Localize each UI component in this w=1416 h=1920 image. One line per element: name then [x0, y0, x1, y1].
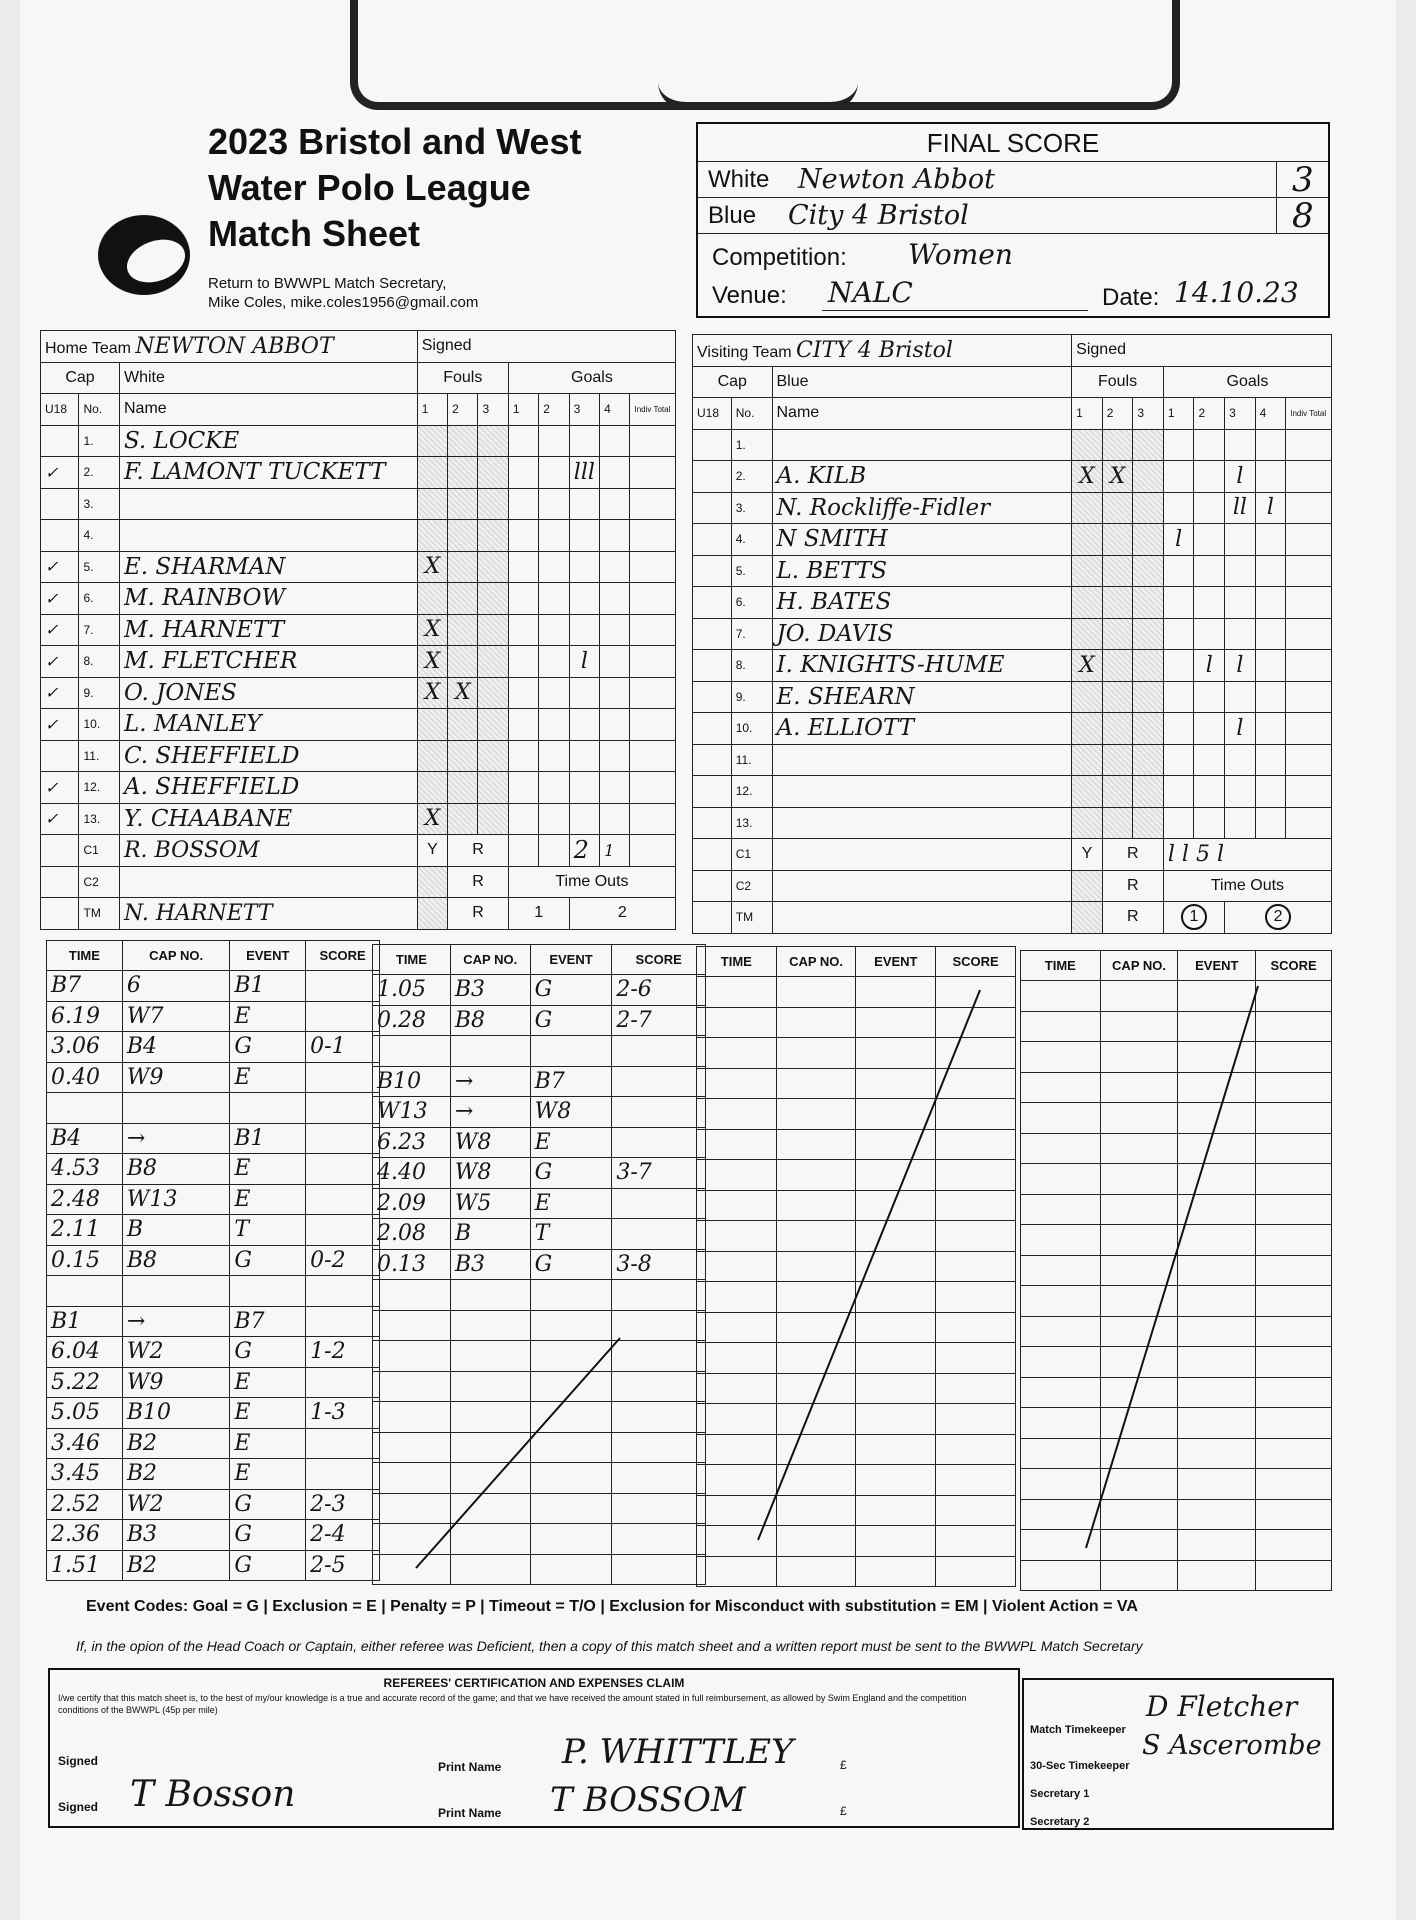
visiting-c1-y: Y: [1072, 839, 1103, 871]
log-event-cell: E: [230, 1154, 306, 1185]
log-event-cell: G: [230, 1520, 306, 1551]
log-time-cell: 2.09: [373, 1188, 451, 1219]
log-event-cell: G: [230, 1489, 306, 1520]
home-goal-cell: l: [569, 646, 599, 678]
log1-time-header: TIME: [47, 941, 123, 971]
home-foul-cell: X: [417, 803, 447, 835]
log-cap-cell: B10: [122, 1398, 230, 1429]
log-cap-cell: W9: [122, 1062, 230, 1093]
log4-time-header: TIME: [1021, 951, 1101, 981]
log-cap-cell: W8: [450, 1158, 530, 1189]
log-time-cell: 2.48: [47, 1184, 123, 1215]
visiting-name-cell: N. Rockliffe-Fidler: [772, 492, 1072, 524]
log-cap-cell: B: [450, 1219, 530, 1250]
home-c1-y: Y: [417, 835, 447, 867]
visiting-c2-label: C2: [731, 870, 772, 902]
blue-label: Blue: [708, 202, 757, 229]
log-cap-cell: B2: [122, 1459, 230, 1490]
home-no-cell: 9.: [79, 677, 120, 709]
home-u18-cell: ✓: [41, 803, 79, 835]
ref2-print-name: T BOSSOM: [550, 1780, 746, 1820]
referee-certification-box: [48, 1668, 1020, 1828]
log-time-cell: 5.05: [47, 1398, 123, 1429]
home-fouls-label: Fouls: [417, 362, 508, 394]
event-codes: Event Codes: Goal = G | Exclusion = E | Penalty = P | Timeout = T/O | Exclusion for Misconduct with substitution = EM | Violent Action = VA: [86, 1598, 1138, 1615]
visiting-no-label: No.: [731, 398, 772, 430]
log-time-cell: 2.52: [47, 1489, 123, 1520]
visiting-cap-label: Cap: [693, 366, 773, 398]
venue-value: NALC: [828, 276, 913, 309]
title-line-1: 2023 Bristol and West: [208, 121, 582, 162]
log-cap-cell: →: [122, 1306, 230, 1337]
home-team-label: Home Team: [45, 339, 131, 357]
log-cap-cell: W13: [122, 1184, 230, 1215]
log-event-cell: T: [230, 1215, 306, 1246]
log-event-cell: E: [230, 1459, 306, 1490]
home-u18-cell: ✓: [41, 646, 79, 678]
blue-score-value: 8: [1292, 196, 1314, 236]
log-event-cell: G: [530, 1005, 612, 1036]
pound-1: £: [840, 1758, 847, 1772]
visiting-name-cell: JO. DAVIS: [772, 618, 1072, 650]
home-name-cell: O. JONES: [119, 677, 417, 709]
match-sheet-paper: [20, 0, 1396, 1920]
visiting-no-cell: 6.: [731, 587, 772, 619]
return-line-2: Mike Coles, mike.coles1956@gmail.com: [208, 294, 479, 311]
log-score-cell: 1-2: [306, 1337, 380, 1368]
visiting-no-cell: 1.: [731, 429, 772, 461]
log2-cap-header: CAP NO.: [450, 945, 530, 975]
log-time-cell: 4.40: [373, 1158, 451, 1189]
log-event-cell: B1: [230, 1123, 306, 1154]
log2-time-header: TIME: [373, 945, 451, 975]
log4-cap-header: CAP NO.: [1100, 951, 1178, 981]
home-no-cell: 3.: [79, 488, 120, 520]
visiting-signed-label: Signed: [1072, 335, 1332, 367]
visiting-fouls-label: Fouls: [1072, 366, 1164, 398]
log-time-cell: 0.15: [47, 1245, 123, 1276]
visiting-goal-cell: ll: [1225, 492, 1256, 524]
log-time-cell: 3.45: [47, 1459, 123, 1490]
home-no-cell: 2.: [79, 457, 120, 489]
log-event-cell: B1: [230, 971, 306, 1002]
log-cap-cell: →: [450, 1097, 530, 1128]
home-no-cell: 12.: [79, 772, 120, 804]
final-score-heading: FINAL SCORE: [698, 124, 1328, 162]
log2-event-header: EVENT: [530, 945, 612, 975]
log-event-cell: E: [530, 1127, 612, 1158]
visiting-u18-label: U18: [693, 398, 732, 430]
blue-team-value: City 4 Bristol: [788, 200, 969, 231]
log-time-cell: 5.22: [47, 1367, 123, 1398]
home-no-cell: 7.: [79, 614, 120, 646]
home-no-cell: 4.: [79, 520, 120, 552]
visiting-goal-cell: l: [1225, 461, 1256, 493]
log-event-cell: W8: [530, 1097, 612, 1128]
date-value: 14.10.23: [1174, 276, 1299, 309]
home-tm-name: N. HARNETT: [119, 898, 417, 930]
visiting-timeout-2: 2: [1265, 904, 1291, 930]
home-c2-r: R: [448, 866, 509, 898]
visiting-name-cell: L. BETTS: [772, 555, 1072, 587]
visiting-tm-r: R: [1102, 902, 1163, 934]
log1-score-header: SCORE: [306, 941, 380, 971]
log-time-cell: B1: [47, 1306, 123, 1337]
home-tm-r: R: [448, 898, 509, 930]
log-cap-cell: W8: [450, 1127, 530, 1158]
print-label-1: Print Name: [438, 1760, 502, 1774]
timekeepers-box: [1022, 1678, 1334, 1830]
white-team-value: Newton Abbot: [798, 164, 995, 195]
log-cap-cell: →: [450, 1066, 530, 1097]
log1-cap-header: CAP NO.: [122, 941, 230, 971]
visiting-name-cell: H. BATES: [772, 587, 1072, 619]
home-timeout-2: 2: [569, 898, 675, 930]
timekeeper-value: D Fletcher: [1146, 1690, 1298, 1723]
visiting-team-label: Visiting Team: [697, 343, 792, 361]
home-tm-label: TM: [79, 898, 120, 930]
home-name-cell: F. LAMONT TUCKETT: [119, 457, 417, 489]
log-cap-cell: B3: [122, 1520, 230, 1551]
visiting-no-cell: 10.: [731, 713, 772, 745]
log-score-cell: 2-5: [306, 1550, 380, 1581]
log-cap-cell: W2: [122, 1489, 230, 1520]
log-event-cell: E: [230, 1398, 306, 1429]
log-event-cell: G: [230, 1245, 306, 1276]
log-cap-cell: B4: [122, 1032, 230, 1063]
log-time-cell: 2.08: [373, 1219, 451, 1250]
log3-event-header: EVENT: [856, 947, 936, 977]
log-time-cell: 0.28: [373, 1005, 451, 1036]
log3-time-header: TIME: [697, 947, 777, 977]
white-score-value: 3: [1292, 160, 1314, 200]
home-no-cell: 1.: [79, 425, 120, 457]
visiting-name-cell: N SMITH: [772, 524, 1072, 556]
visiting-roster-table: Visiting Team CITY 4 Bristol Signed Cap Blue Fouls Goals U18 No. Name 1 2 3 1 2 3 4 Indiv Total 1. 2. A. KILB X X l 3. N. Rockliffe-Fidler ll l 4. N SMITH l 5. L. BETTS 6. H. BATES 7. JO. DAVIS 8. I. KNIGHTS-HUME X l l 9. E. SHEARN 10. A. ELLIOTT l 11. 12. 13. C1 Y R l l 5 l C2 R Time Outs TM R 1 2: [692, 334, 1332, 934]
visiting-name-label: Name: [772, 398, 1072, 430]
visiting-no-cell: 8.: [731, 650, 772, 682]
home-goals-label: Goals: [508, 362, 675, 394]
signed-label-2: Signed: [58, 1800, 99, 1814]
ref2-signature: T Bosson: [130, 1774, 296, 1815]
log-event-cell: G: [230, 1337, 306, 1368]
home-no-cell: 13.: [79, 803, 120, 835]
log-cap-cell: B8: [122, 1154, 230, 1185]
log-score-cell: 2-3: [306, 1489, 380, 1520]
ref1-print-name: P. WHITTLEY: [562, 1732, 794, 1772]
home-name-label: Name: [119, 394, 417, 426]
home-c1-name: R. BOSSOM: [119, 835, 417, 867]
log-event-cell: E: [530, 1188, 612, 1219]
log3-score-header: SCORE: [936, 947, 1016, 977]
home-name-cell: A. SHEFFIELD: [119, 772, 417, 804]
white-label: White: [708, 166, 770, 193]
log-score-cell: 2-7: [612, 1005, 706, 1036]
log-time-cell: 3.46: [47, 1428, 123, 1459]
home-name-cell: L. MANLEY: [119, 709, 417, 741]
visiting-goals-label: Goals: [1163, 366, 1331, 398]
home-name-cell: M. FLETCHER: [119, 646, 417, 678]
log-event-cell: G: [230, 1550, 306, 1581]
log-time-cell: 6.19: [47, 1001, 123, 1032]
visiting-c1-r: R: [1102, 839, 1163, 871]
log-time-cell: 6.23: [373, 1127, 451, 1158]
log-score-cell: 3-7: [612, 1158, 706, 1189]
home-c1-extra: 1: [600, 835, 630, 867]
visiting-no-cell: 3.: [731, 492, 772, 524]
log2-score-header: SCORE: [612, 945, 706, 975]
home-team-value: NEWTON ABBOT: [135, 333, 334, 359]
log-time-cell: 2.11: [47, 1215, 123, 1246]
visiting-goal-cell: l: [1225, 713, 1256, 745]
home-goal-cell: lll: [569, 457, 599, 489]
home-no-cell: 8.: [79, 646, 120, 678]
log-time-cell: 2.36: [47, 1520, 123, 1551]
visiting-goal-cell: l: [1225, 650, 1256, 682]
log-score-cell: 2-4: [306, 1520, 380, 1551]
log1-event-header: EVENT: [230, 941, 306, 971]
log-time-cell: W13: [373, 1097, 451, 1128]
home-name-cell: S. LOCKE: [119, 425, 417, 457]
home-foul-cell: X: [417, 614, 447, 646]
return-line-1: Return to BWWPL Match Secretary,: [208, 275, 447, 292]
log-cap-cell: W7: [122, 1001, 230, 1032]
visiting-no-cell: 5.: [731, 555, 772, 587]
log-time-cell: 1.51: [47, 1550, 123, 1581]
home-name-cell: Y. CHAABANE: [119, 803, 417, 835]
home-cap-label: Cap: [41, 362, 120, 394]
home-u18-cell: ✓: [41, 614, 79, 646]
log-event-cell: G: [530, 975, 612, 1006]
home-u18-cell: ✓: [41, 457, 79, 489]
home-c1-goals: 2: [569, 835, 599, 867]
visiting-goal-cell: l: [1163, 524, 1194, 556]
log-event-cell: B7: [530, 1066, 612, 1097]
home-u18-cell: ✓: [41, 677, 79, 709]
secretary1-label: Secretary 1: [1030, 1788, 1090, 1800]
log-time-cell: 6.04: [47, 1337, 123, 1368]
visiting-team-value: CITY 4 Bristol: [796, 337, 953, 363]
visiting-name-cell: E. SHEARN: [772, 681, 1072, 713]
home-timeout-1: 1: [508, 898, 569, 930]
log-event-cell: E: [230, 1184, 306, 1215]
visiting-name-cell: A. KILB: [772, 461, 1072, 493]
log-score-cell: 0-2: [306, 1245, 380, 1276]
log-event-cell: T: [530, 1219, 612, 1250]
log-time-cell: B10: [373, 1066, 451, 1097]
log-event-cell: G: [530, 1158, 612, 1189]
visiting-colour-label: Blue: [772, 366, 1072, 398]
home-u18-label: U18: [41, 394, 79, 426]
sec30-label: 30-Sec Timekeeper: [1030, 1760, 1130, 1772]
competition-label: Competition:: [712, 244, 847, 271]
home-foul-cell: X: [417, 677, 447, 709]
log-cap-cell: B8: [450, 1005, 530, 1036]
visiting-c1-goals: l l 5 l: [1163, 839, 1331, 871]
secretary2-label: Secretary 2: [1030, 1816, 1090, 1828]
log-event-cell: E: [230, 1062, 306, 1093]
log-event-cell: E: [230, 1367, 306, 1398]
log-event-cell: B7: [230, 1306, 306, 1337]
visiting-no-cell: 9.: [731, 681, 772, 713]
log-cap-cell: W2: [122, 1337, 230, 1368]
log-cap-cell: B2: [122, 1428, 230, 1459]
deficient-note: If, in the opion of the Head Coach or Captain, either referee was Deficient, then a copy of this match sheet and a written report must be sent to the BWWPL Match Secretary: [76, 1638, 1143, 1654]
visiting-no-cell: 11.: [731, 744, 772, 776]
visiting-no-cell: 12.: [731, 776, 772, 808]
home-foul-cell: X: [417, 551, 447, 583]
home-u18-cell: ✓: [41, 551, 79, 583]
visiting-timeout-1: 1: [1181, 904, 1207, 930]
visiting-name-cell: I. KNIGHTS-HUME: [772, 650, 1072, 682]
log-time-cell: 1.05: [373, 975, 451, 1006]
home-foul-cell: X: [448, 677, 478, 709]
log-score-cell: 3-8: [612, 1249, 706, 1280]
visiting-no-cell: 2.: [731, 461, 772, 493]
log-cap-cell: B8: [122, 1245, 230, 1276]
log-event-cell: G: [230, 1032, 306, 1063]
visiting-no-cell: 13.: [731, 807, 772, 839]
visiting-no-cell: 7.: [731, 618, 772, 650]
print-label-2: Print Name: [438, 1806, 502, 1820]
log4-event-header: EVENT: [1178, 951, 1256, 981]
visiting-total-label: Indiv Total: [1286, 398, 1332, 430]
referee-text: I/we certify that this match sheet is, to the best of my/our knowledge is a true and accurate record of the game; and that we have received the amount stated in full reimbursement, as allowed by Swim England and the competition conditions of the BWWPL (45p per mile): [58, 1693, 967, 1715]
venue-label: Venue:: [712, 282, 787, 309]
visiting-name-cell: A. ELLIOTT: [772, 713, 1072, 745]
visiting-c2-r: R: [1102, 870, 1163, 902]
date-label: Date:: [1102, 284, 1160, 311]
log-score-cell: 2-6: [612, 975, 706, 1006]
signed-label-1: Signed: [58, 1754, 99, 1768]
log-cap-cell: B3: [450, 1249, 530, 1280]
log-event-cell: G: [530, 1249, 612, 1280]
home-no-cell: 5.: [79, 551, 120, 583]
home-c1-r: R: [448, 835, 509, 867]
log-cap-cell: B2: [122, 1550, 230, 1581]
home-name-cell: M. RAINBOW: [119, 583, 417, 615]
visiting-no-cell: 4.: [731, 524, 772, 556]
log-event-cell: E: [230, 1428, 306, 1459]
log-score-cell: 0-1: [306, 1032, 380, 1063]
visiting-foul-cell: X: [1072, 650, 1103, 682]
log-event-cell: E: [230, 1001, 306, 1032]
visiting-tm-label: TM: [731, 902, 772, 934]
home-foul-cell: X: [417, 646, 447, 678]
log-score-cell: 1-3: [306, 1398, 380, 1429]
log-cap-cell: W5: [450, 1188, 530, 1219]
visiting-goal-cell: l: [1194, 650, 1225, 682]
visiting-timeouts-label: Time Outs: [1163, 870, 1331, 902]
home-signed-label: Signed: [417, 331, 675, 363]
log-cap-cell: W9: [122, 1367, 230, 1398]
pound-2: £: [840, 1804, 847, 1818]
visiting-foul-cell: X: [1102, 461, 1133, 493]
home-name-cell: E. SHARMAN: [119, 551, 417, 583]
referee-title: REFEREES' CERTIFICATION AND EXPENSES CLAIM: [383, 1676, 685, 1690]
home-u18-cell: ✓: [41, 772, 79, 804]
timekeeper-label: Match Timekeeper: [1030, 1724, 1126, 1736]
log-time-cell: 4.53: [47, 1154, 123, 1185]
home-no-cell: 10.: [79, 709, 120, 741]
visiting-c1-label: C1: [731, 839, 772, 871]
home-no-cell: 6.: [79, 583, 120, 615]
home-total-label: Indiv Total: [630, 394, 676, 426]
visiting-goal-cell: l: [1255, 492, 1286, 524]
home-u18-cell: ✓: [41, 709, 79, 741]
log-cap-cell: B3: [450, 975, 530, 1006]
home-name-cell: C. SHEFFIELD: [119, 740, 417, 772]
home-c1-label: C1: [79, 835, 120, 867]
log-time-cell: B7: [47, 971, 123, 1002]
home-c2-label: C2: [79, 866, 120, 898]
title-line-2: Water Polo League: [208, 167, 531, 208]
log-time-cell: B4: [47, 1123, 123, 1154]
home-u18-cell: ✓: [41, 583, 79, 615]
log-time-cell: 0.40: [47, 1062, 123, 1093]
log-cap-cell: 6: [122, 971, 230, 1002]
title-line-3: Match Sheet: [208, 213, 421, 254]
competition-value: Women: [908, 238, 1013, 271]
sec30-value: S Ascerombe: [1142, 1730, 1322, 1761]
log3-cap-header: CAP NO.: [776, 947, 856, 977]
home-no-cell: 11.: [79, 740, 120, 772]
visiting-foul-cell: X: [1072, 461, 1103, 493]
home-timeouts-label: Time Outs: [508, 866, 675, 898]
strike-lines: [20, 0, 1396, 1920]
home-name-cell: M. HARNETT: [119, 614, 417, 646]
log-cap-cell: B: [122, 1215, 230, 1246]
log-cap-cell: →: [122, 1123, 230, 1154]
log-time-cell: 3.06: [47, 1032, 123, 1063]
home-no-label: No.: [79, 394, 120, 426]
home-colour-label: White: [119, 362, 417, 394]
home-roster-table: Home Team NEWTON ABBOT Signed Cap White Fouls Goals U18 No. Name 1 2 3 1 2 3 4 Indiv Total 1. S. LOCKE ✓ 2. F. LAMONT TUCKETT lll 3. 4. ✓ 5. E. SHARMAN X ✓ 6. M. RAINBOW ✓ 7. M. HARNETT X ✓ 8. M. FLETCHER X l ✓ 9. O. JONES X X ✓ 10. L. MANLEY 11. C. SHEFFIELD ✓ 12. A. SHEFFIELD ✓ 13. Y. CHAABANE X C1 R. BOSSOM Y R 2 1 C2 R Time Outs TM N. HARNETT R 1 2: [40, 330, 676, 930]
log-time-cell: 0.13: [373, 1249, 451, 1280]
log4-score-header: SCORE: [1256, 951, 1332, 981]
